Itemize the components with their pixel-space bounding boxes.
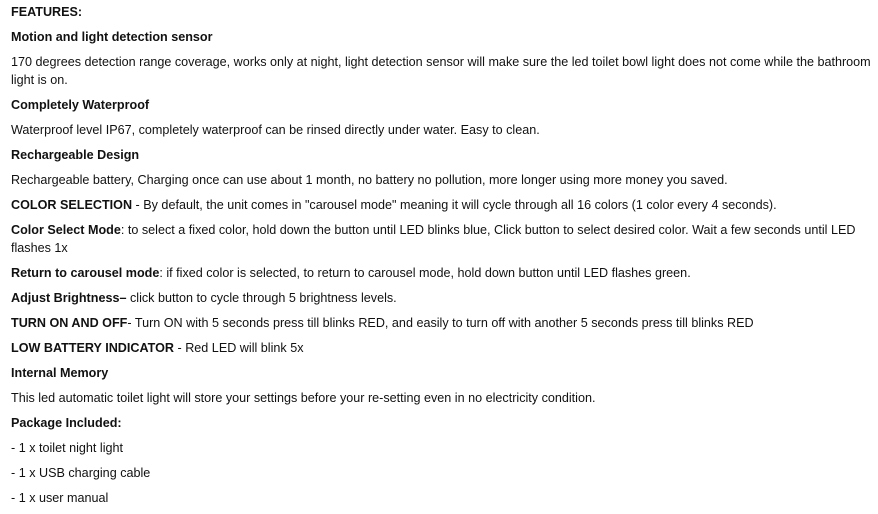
on-off-paragraph <box>11 314 873 332</box>
memory-text: This led automatic toilet light will store your settings before your re-setting even in no electricity condition. <box>11 391 596 405</box>
rechargeable-heading: Rechargeable Design <box>11 148 140 162</box>
color-select-mode-text: : to select a fixed color, hold down the button until LED blinks blue, Click button to select desired color. Wait a few seconds until LED flashes 1x <box>11 223 856 255</box>
rechargeable-text: Rechargeable battery, Charging once can use about 1 month, no battery no pollution, more longer using more money you saved. <box>11 173 728 187</box>
motion-text: 170 degrees detection range coverage, works only at night, light detection sensor will make sure the led toilet bowl light does not come while the bathroom light is on. <box>11 55 871 87</box>
brightness-text: click button to cycle through 5 brightness levels. <box>126 291 397 305</box>
product-description <box>11 3 873 514</box>
on-off-text: - Turn ON with 5 seconds press till blinks RED, and easily to turn off with another 5 seconds press till blinks RED <box>127 316 754 330</box>
package-item: - 1 x USB charging cable <box>11 466 151 480</box>
low-battery-text: - Red LED will blink 5x <box>174 341 304 355</box>
color-selection-text: - By default, the unit comes in "carousel mode" meaning it will cycle through all 16 colors (1 color every 4 seconds). <box>132 198 777 212</box>
memory-heading: Internal Memory <box>11 366 109 380</box>
carousel-mode-text: : if fixed color is selected, to return to carousel mode, hold down button until LED flashes green. <box>159 266 691 280</box>
low-battery-label: LOW BATTERY INDICATOR <box>11 341 175 355</box>
brightness-paragraph <box>11 289 873 307</box>
waterproof-text: Waterproof level IP67, completely waterproof can be rinsed directly under water. Easy to clean. <box>11 123 540 137</box>
features-heading: FEATURES: <box>11 5 83 19</box>
brightness-label: Adjust Brightness– <box>11 291 127 305</box>
waterproof-heading: Completely Waterproof <box>11 98 150 112</box>
on-off-label: TURN ON AND OFF <box>11 316 128 330</box>
package-item: - 1 x toilet night light <box>11 441 124 455</box>
color-selection-paragraph <box>11 196 873 214</box>
carousel-mode-label: Return to carousel mode <box>11 266 160 280</box>
color-select-mode-paragraph <box>11 221 873 257</box>
motion-heading: Motion and light detection sensor <box>11 30 213 44</box>
carousel-mode-paragraph <box>11 264 873 282</box>
low-battery-paragraph <box>11 339 873 357</box>
color-select-mode-label: Color Select Mode <box>11 223 121 237</box>
package-heading: Package Included: <box>11 416 122 430</box>
color-selection-label: COLOR SELECTION <box>11 198 133 212</box>
package-item: - 1 x user manual <box>11 491 109 505</box>
